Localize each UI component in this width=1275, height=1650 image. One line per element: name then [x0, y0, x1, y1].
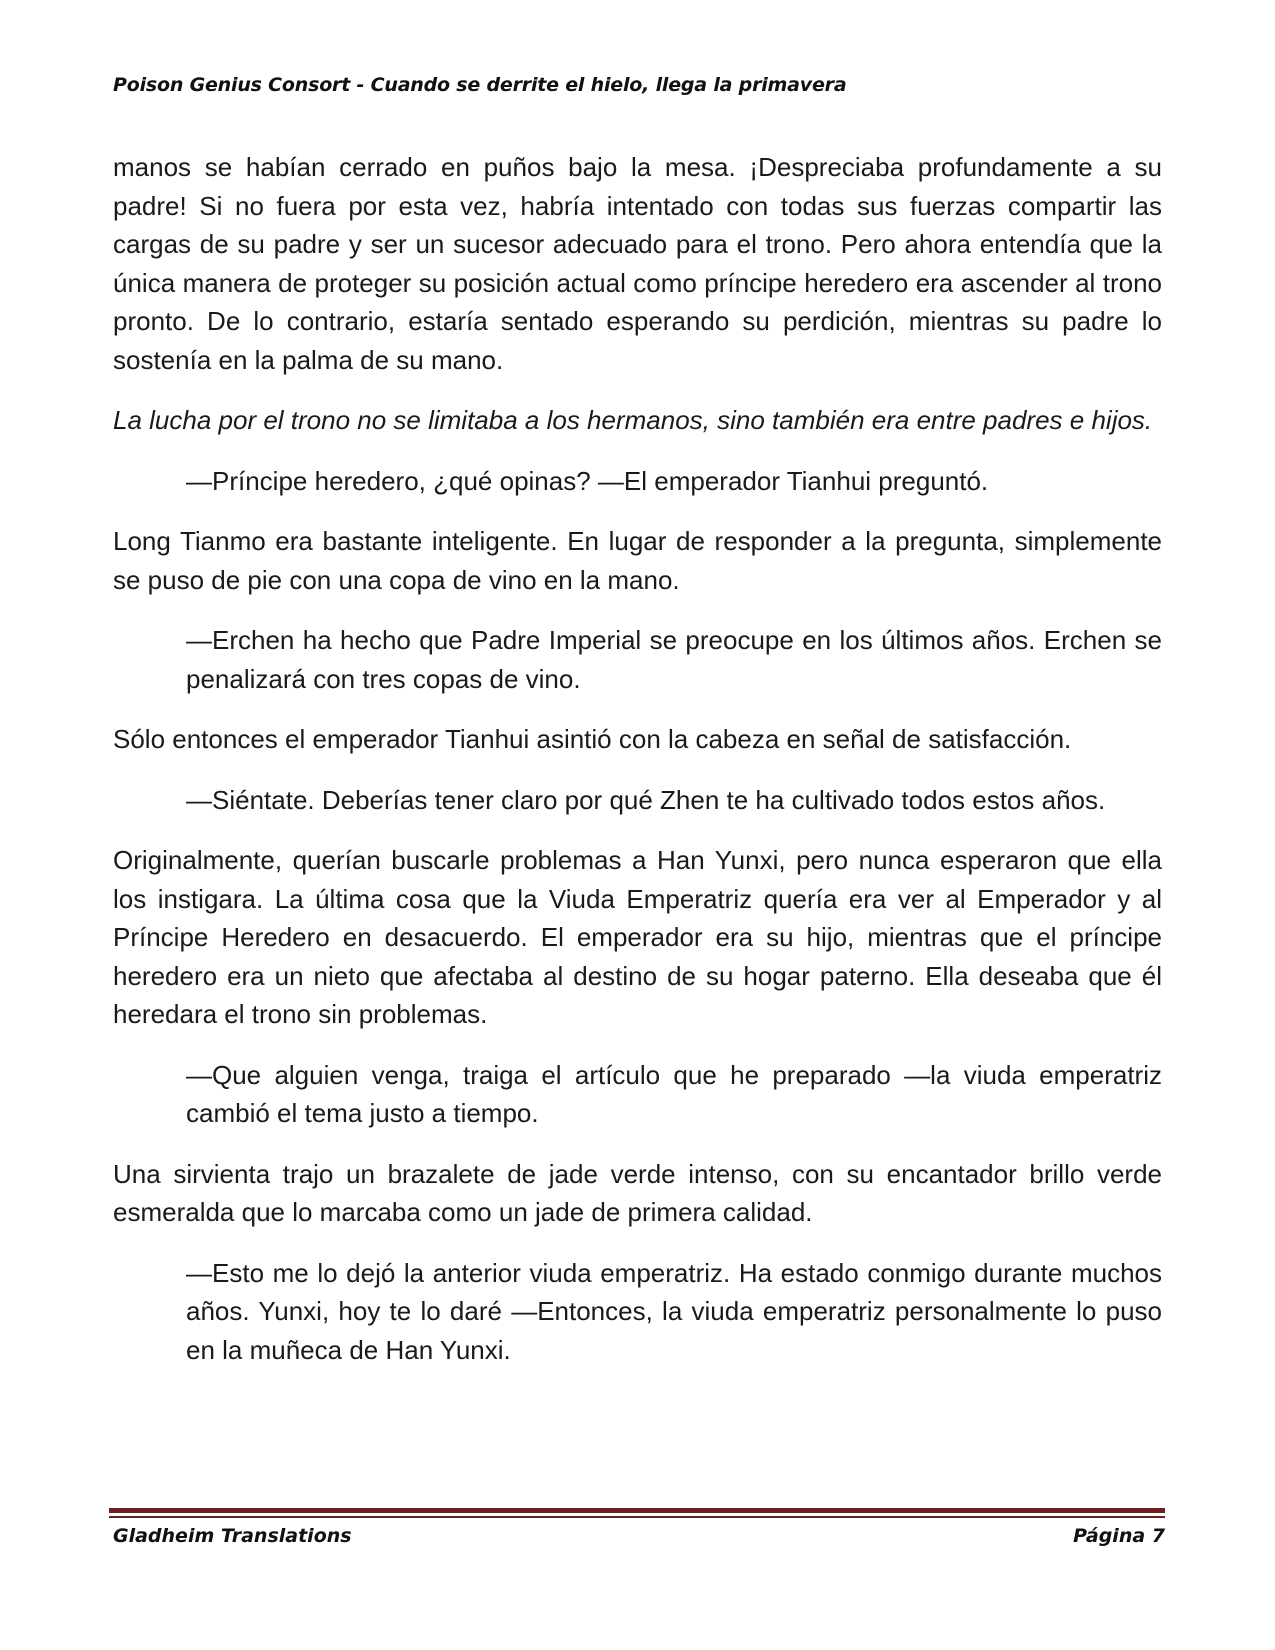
dialogue-paragraph: —Erchen ha hecho que Padre Imperial se preocupe en los últimos años. Erchen se penalizará con tres copas de vino. [186, 625, 1162, 694]
paragraph: Originalmente, querían buscarle problemas a Han Yunxi, pero nunca esperaron que ella los instigara. La última cosa que la Viuda Emperatriz quería era ver al Emperador y al Príncipe Heredero en desacuerdo. El emperador era su hijo, mientras que el príncipe heredero era un nieto que afectaba al destino de su hogar paterno. Ella deseaba que él heredara el trono sin problemas. [113, 845, 1162, 1029]
paragraph-italic: La lucha por el trono no se limitaba a los hermanos, sino también era entre padres e hijos. [113, 405, 1153, 435]
footer-divider-thin [109, 1516, 1165, 1518]
page-body [113, 148, 1162, 1391]
dialogue-paragraph: —Que alguien venga, traiga el artículo que he preparado —la viuda emperatriz cambió el tema justo a tiempo. [186, 1059, 1162, 1128]
dialogue-paragraph: —Príncipe heredero, ¿qué opinas? —El emperador Tianhui preguntó. [186, 465, 989, 496]
paragraph: Sólo entonces el emperador Tianhui asintió con la cabeza en señal de satisfacción. [113, 724, 1072, 754]
footer-credit: Gladheim Translations [113, 1525, 352, 1547]
dialogue-paragraph: —Esto me lo dejó la anterior viuda emperatriz. Ha estado conmigo durante muchos años. Yunxi, hoy te lo daré —Entonces, la viuda emperatriz personalmente lo puso en la muñeca de Han Yunxi. [186, 1257, 1162, 1365]
page-number: Página 7 [1073, 1525, 1165, 1547]
footer-divider-thick [109, 1508, 1165, 1513]
paragraph: Una sirvienta trajo un brazalete de jade verde intenso, con su encantador brillo verde esmeralda que lo marcaba como un jade de primera calidad. [113, 1158, 1162, 1227]
paragraph: manos se habían cerrado en puños bajo la mesa. ¡Despreciaba profundamente a su padre! Si no fuera por esta vez, habría intentado con todas sus fuerzas compartir las cargas de su padre y ser un sucesor adecuado para el trono. Pero ahora entendía que la única manera de proteger su posición actual como príncipe heredero era ascender al trono pronto. De lo contrario, estaría sentado esperando su perdición, mientras su padre lo sostenía en la palma de su mano. [113, 152, 1162, 375]
dialogue-paragraph: —Siéntate. Deberías tener claro por qué Zhen te ha cultivado todos estos años. [186, 784, 1106, 815]
running-header: Poison Genius Consort - Cuando se derrite el hielo, llega la primavera [113, 74, 847, 96]
paragraph: Long Tianmo era bastante inteligente. En lugar de responder a la pregunta, simplemente se puso de pie con una copa de vino en la mano. [113, 526, 1162, 595]
footer-divider [109, 1508, 1165, 1518]
